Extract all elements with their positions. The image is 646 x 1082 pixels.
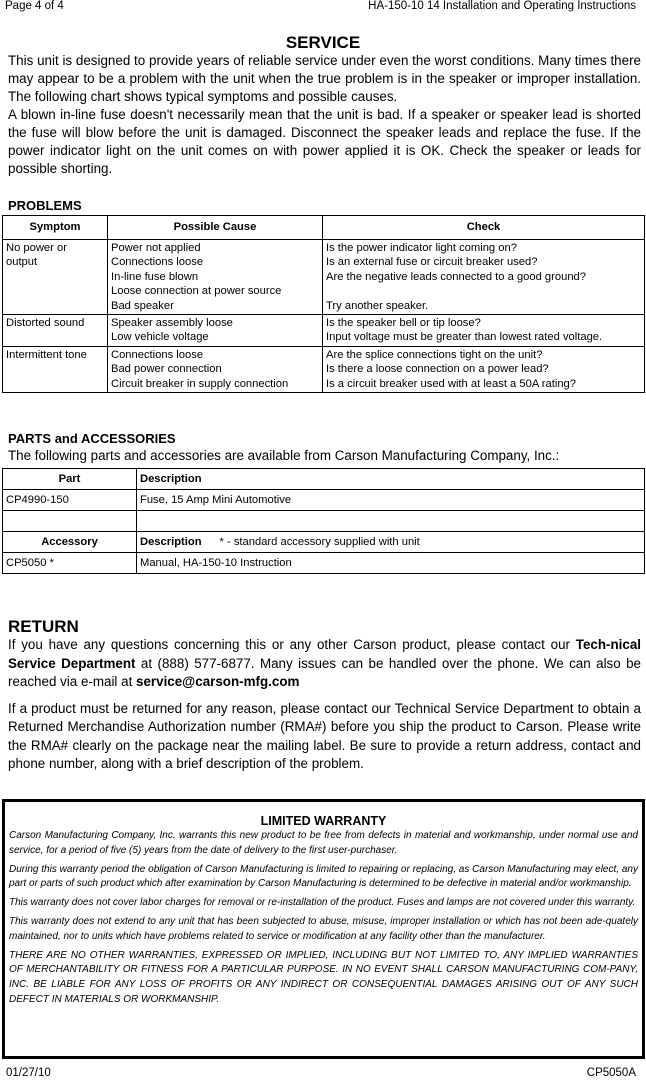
accessory-description-cell: Manual, HA-150-10 Instruction [137, 553, 645, 574]
accessory-description-header: Description * - standard accessory supplied with unit [137, 532, 645, 553]
warranty-paragraph-2: During this warranty period the obligation of Carson Manufacturing is limited to repairing or replacing, as Carson Manufacturing may elect, any part or parts of such product which after examination by Carson Manufacturing is determined to be defective in material and/or workmanship. [9, 863, 638, 890]
check-cell: Is the power indicator light coming on? Is an external fuse or circuit breaker used? Are the negative leads connected to a good ground? Try another speaker. [323, 240, 645, 315]
cause-cell: Power not applied Connections loose In-line fuse blown Loose connection at power source Bad speaker [108, 240, 323, 315]
cause-cell: Connections loose Bad power connection Circuit breaker in supply connection [108, 346, 323, 392]
warranty-heading: LIMITED WARRANTY [260, 814, 387, 828]
table-header-row [3, 216, 645, 240]
problems-table [2, 215, 645, 393]
accessory-number-cell: CP5050 * [3, 553, 137, 574]
problems-heading: PROBLEMS [8, 198, 82, 213]
footer-code: CP5050A [586, 1067, 636, 1079]
limited-warranty-box [2, 799, 645, 1059]
table-row [3, 315, 645, 347]
warranty-paragraph-1: Carson Manufacturing Company, Inc. warrants this new product to be free from defects in material and workmanship, under normal use and service, for a period of five (5) years from the date of delivery to the first user-purchaser. [9, 830, 638, 856]
service-text [8, 52, 641, 178]
parts-table [2, 468, 645, 574]
column-header-part: Part [3, 469, 137, 490]
accessory-note: * - standard accessory supplied with unit [219, 536, 420, 548]
warranty-paragraph-4: This warranty does not extend to any unit that has been subjected to abuse, misuse, improper installation or which has not been ade-quately maintained, nor to units which have problems related to service or modification at any facility other than the manufacturer. [9, 915, 638, 942]
return-paragraph-2: If a product must be returned for any reason, please contact our Technical Service Department to obtain a Returned Merchandise Authorization number (RMA#) before you ship the product to Carson. Please write the RMA# clearly on the package near the mailing label. Be sure to provide a return address, contact and phone number, along with a brief description of the problem. [8, 700, 641, 771]
return-heading: RETURN [8, 617, 79, 636]
parts-intro: The following parts and accessories are available from Carson Manufacturing Company, Inc.: [8, 448, 560, 463]
warranty-paragraph-3: This warranty does not cover labor charges for removal or re-installation of the product. Fuses and lamps are not covered under this warranty. [9, 897, 636, 909]
check-cell: Is the speaker bell or tip loose? Input voltage must be greater than lowest rated voltage. [323, 315, 645, 347]
part-number-cell: CP4990-150 [3, 490, 137, 511]
part-description-cell: Fuse, 15 Amp Mini Automotive [137, 490, 645, 511]
column-header-accessory: Accessory [3, 532, 137, 553]
table-row [3, 490, 645, 511]
page-header [5, 0, 636, 14]
service-heading: SERVICE [285, 33, 361, 52]
return-paragraph-1: If you have any questions concerning this or any other Carson product, please contact our Tech-nical Service Department at (888) 577-6877. Many issues can be handled over the phone. We can also be reached via e-mail at service@carson-mfg.com [8, 637, 642, 689]
document-title: HA-150-10 14 Installation and Operating Instructions [368, 0, 636, 12]
return-text [8, 636, 641, 782]
symptom-cell: No power or output [3, 240, 108, 315]
symptom-cell: Intermittent tone [3, 346, 108, 392]
check-cell: Are the splice connections tight on the unit? Is there a loose connection on a power lead? Is a circuit breaker used with at least a 50A rating? [323, 346, 645, 392]
parts-header-row [3, 469, 645, 490]
column-header-cause: Possible Cause [108, 216, 323, 240]
service-paragraph-2: A blown in-line fuse doesn't necessarily mean that the unit is bad. If a speaker or speaker lead is shorted the fuse will blow before the unit is damaged. Disconnect the speaker leads and replace the fuse. If the power indicator light on the unit comes on with power applied it is OK. Check the speaker or leads for possible shorting. [8, 107, 641, 176]
table-row [3, 346, 645, 392]
service-paragraph-1: This unit is designed to provide years of reliable service under even the worst conditions. Many times there may appear to be a problem with the unit when the true problem is in the speaker or improper installation. The following chart shows typical symptoms and possible causes. [8, 53, 641, 104]
symptom-cell: Distorted sound [3, 315, 108, 347]
column-header-check: Check [323, 216, 645, 240]
page-number: Page 4 of 4 [5, 0, 64, 12]
column-header-symptom: Symptom [3, 216, 108, 240]
cause-cell: Speaker assembly loose Low vehicle voltage [108, 315, 323, 347]
table-row [3, 240, 645, 315]
support-email: service@carson-mfg.com [136, 674, 300, 689]
footer-date: 01/27/10 [6, 1067, 51, 1079]
accessory-header-row [3, 532, 645, 553]
column-header-description: Description [137, 469, 645, 490]
tech-service-dept: Tech-nical Service Department [8, 637, 641, 671]
warranty-paragraph-5: THERE ARE NO OTHER WARRANTIES, EXPRESSED OR IMPLIED, INCLUDING BUT NOT LIMITED TO, ANY IMPLIED WARRANTIES OF MERCHANTABILITY OR FITNESS FOR A PARTICULAR PURPOSE. IN NO EVENT SHALL CARSON MANUFACTURING COM-PANY, INC. BE LIABLE FOR ANY LOSS OF PROFITS OR ANY INDIRECT OR CONSEQUENTIAL DAMAGES ARISING OUT OF ANY SUCH DEFECT IN MATERIALS OR WORKMANSHIP. [9, 949, 638, 1005]
table-row [3, 553, 645, 574]
parts-heading: PARTS and ACCESSORIES [8, 431, 176, 446]
empty-row [3, 511, 645, 532]
